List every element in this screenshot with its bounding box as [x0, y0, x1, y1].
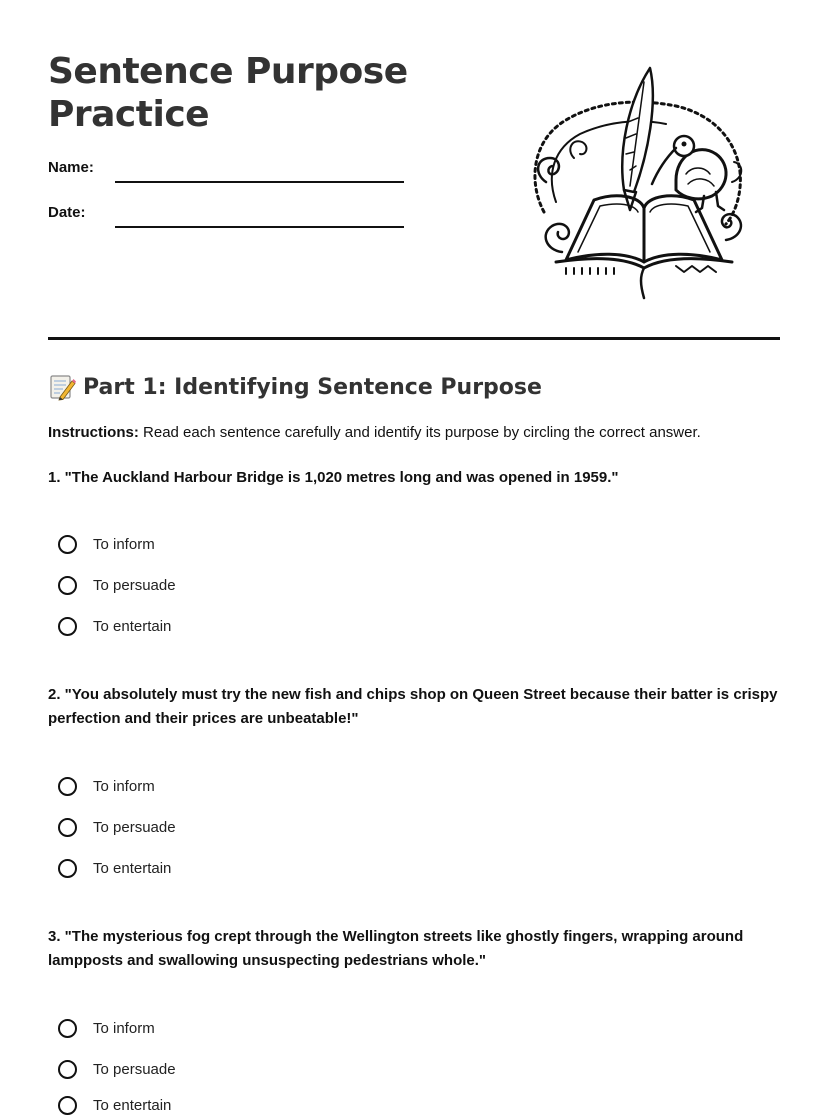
q1-option-inform[interactable] [58, 531, 155, 557]
q3-option-entertain[interactable] [58, 1092, 171, 1118]
option-label: To entertain [93, 859, 172, 877]
q2-option-persuade[interactable] [58, 814, 176, 840]
q3-option-inform[interactable] [58, 1015, 155, 1041]
option-label: To persuade [93, 818, 176, 836]
radio-circle-icon[interactable] [58, 1060, 77, 1079]
question-1: 1. "The Auckland Harbour Bridge is 1,020 metres long and was opened in 1959." [48, 469, 619, 486]
instructions-label: Instructions: [48, 424, 139, 441]
radio-circle-icon[interactable] [58, 576, 77, 595]
option-label: To persuade [93, 576, 176, 594]
radio-circle-icon[interactable] [58, 1096, 77, 1115]
radio-circle-icon[interactable] [58, 818, 77, 837]
q3-option-persuade[interactable] [58, 1056, 176, 1082]
memo-pencil-icon [48, 373, 76, 401]
instructions-text: Read each sentence carefully and identify its purpose by circling the correct answer. [143, 424, 701, 441]
name-field[interactable] [48, 159, 408, 183]
name-label: Name: [48, 159, 94, 176]
date-field[interactable] [48, 204, 408, 228]
part-1-heading [48, 373, 542, 401]
option-label: To inform [93, 777, 155, 795]
date-write-line[interactable] [115, 226, 404, 228]
q2-option-inform[interactable] [58, 773, 155, 799]
date-label: Date: [48, 204, 86, 221]
option-label: To inform [93, 535, 155, 553]
radio-circle-icon[interactable] [58, 859, 77, 878]
radio-circle-icon[interactable] [58, 535, 77, 554]
worksheet-page [48, 0, 780, 1114]
radio-circle-icon[interactable] [58, 777, 77, 796]
q2-option-entertain[interactable] [58, 855, 171, 881]
option-label: To persuade [93, 1060, 176, 1078]
option-label: To inform [93, 1019, 155, 1037]
question-3: 3. "The mysterious fog crept through the Wellington streets like ghostly fingers, wrapping around lampposts and swallowing unsuspecting pedestrians whole." [48, 928, 744, 969]
option-label: To entertain [93, 1096, 172, 1114]
q1-option-persuade[interactable] [58, 572, 176, 598]
worksheet-header [48, 0, 780, 340]
radio-circle-icon[interactable] [58, 1019, 77, 1038]
name-write-line[interactable] [115, 181, 404, 183]
page-title: Sentence Purpose Practice [48, 51, 408, 135]
q1-option-entertain[interactable] [58, 613, 171, 639]
radio-circle-icon[interactable] [58, 617, 77, 636]
part-1-heading-text: Part 1: Identifying Sentence Purpose [83, 374, 542, 400]
option-label: To entertain [93, 617, 172, 635]
question-2: 2. "You absolutely must try the new fish and chips shop on Queen Street because their batter is crispy perfection and their prices are unbeatable!" [48, 686, 778, 727]
instructions [48, 424, 701, 441]
quill-book-kiwi-illustration-icon [526, 62, 750, 302]
